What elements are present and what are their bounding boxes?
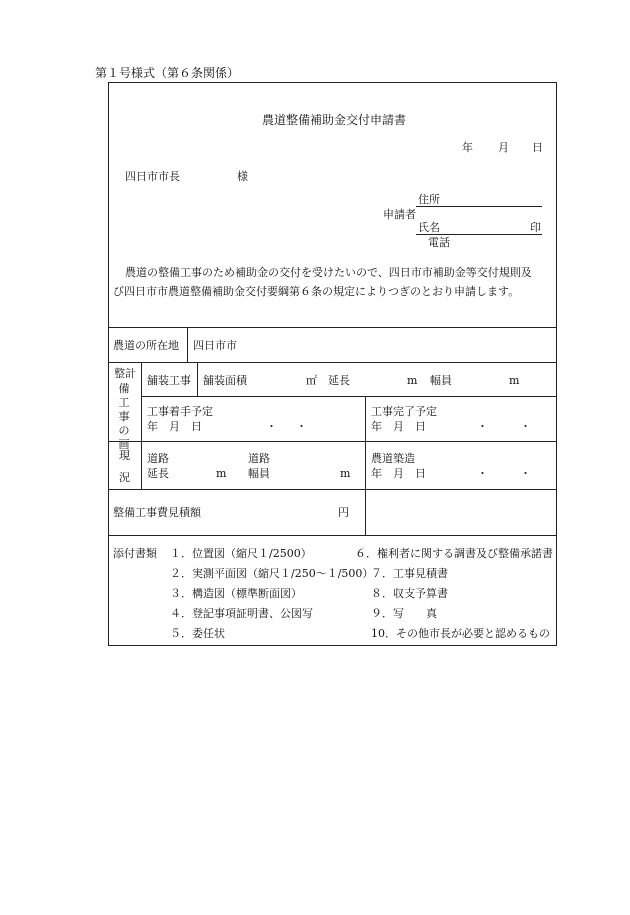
body-line-2: び四日市市農道整備補助金交付要綱第６条の規定によりつぎのとおり申請します。 [113, 285, 520, 298]
road-width: 幅員 [248, 467, 270, 480]
plan-label-a: 整計 [114, 367, 136, 380]
attachment-item: ６．権利者に関する調書及び整備承諾書 [355, 547, 553, 560]
form-title: 農道整備補助金交付申請書 [262, 113, 407, 127]
end-dot-2: ・ [520, 420, 531, 433]
form-number: 第１号様式（第６条関係） [95, 66, 240, 80]
farm-road-dot-1: ・ [477, 467, 488, 480]
body-line-1: 農道の整備工事のため補助金の交付を受けたいので、四日市市補助金等交付規則及 [125, 266, 532, 279]
rule-cost [108, 535, 557, 536]
unit-m-width: m [509, 374, 520, 387]
attachment-item: ８．収支予算書 [371, 587, 448, 600]
attachments-label: 添付書類 [113, 547, 157, 560]
road-width-unit: m [340, 467, 351, 480]
address-underline [416, 206, 542, 207]
start-dot-1: ・ [266, 420, 277, 433]
vline-location [187, 327, 188, 362]
end-dot-1: ・ [477, 420, 488, 433]
attachment-item: １．位置図（縮尺１/2500） [170, 547, 312, 560]
rule-location [108, 362, 557, 363]
unit-m-ext: m [407, 374, 418, 387]
name-underline [416, 234, 542, 235]
road-ext-unit: m [216, 467, 227, 480]
attachment-item: ３．構造図（標準断面図） [170, 587, 302, 600]
paving-area: 舗装面積 [203, 374, 247, 387]
application-form [108, 82, 557, 646]
current-label-a: 現 [119, 449, 130, 462]
honorific: 様 [237, 170, 248, 183]
rule-paving [141, 396, 557, 397]
date-year: 年 [462, 141, 473, 154]
attachment-item: 10．その他市長が必要と認めるもの [371, 627, 550, 640]
farm-road-label: 農道築造 [371, 452, 415, 465]
location-label: 農道の所在地 [113, 339, 179, 352]
current-label-b: 況 [119, 471, 130, 484]
yen-unit: 円 [338, 506, 349, 519]
rule-top [108, 327, 557, 328]
vline-middle [365, 396, 366, 535]
attachment-item: ５．委任状 [170, 627, 225, 640]
address-label: 住所 [418, 193, 440, 206]
vline-paving [197, 362, 198, 396]
farm-road-date: 年 月 日 [371, 467, 426, 480]
name-label: 氏名 [418, 221, 440, 234]
rule-plan [108, 441, 557, 442]
width-label: 幅員 [430, 374, 452, 387]
end-date: 年 月 日 [371, 420, 426, 433]
phone-label: 電話 [428, 236, 450, 249]
farm-road-dot-2: ・ [520, 467, 531, 480]
paving-label: 舗装工事 [147, 374, 191, 387]
road-label-2: 道路 [248, 452, 270, 465]
extension-label: 延長 [328, 374, 350, 387]
attachment-item: ４．登記事項証明書、公図写 [170, 607, 313, 620]
cost-label: 整備工事費見積額 [113, 506, 201, 519]
location-value: 四日市市 [193, 339, 237, 352]
seal-label: 印 [530, 221, 541, 234]
attachment-item: ９．写 真 [371, 607, 437, 620]
date-month: 月 [498, 141, 509, 154]
addressee: 四日市市長 [125, 170, 180, 183]
start-dot-2: ・ [296, 420, 307, 433]
plan-label-b: 備工事の画 [118, 382, 130, 451]
start-date: 年 月 日 [147, 420, 202, 433]
attachment-item: ２．実測平面図（縮尺１/250〜１/500） [170, 567, 374, 580]
applicant-label: 申請者 [383, 208, 416, 221]
vline-labels [141, 362, 142, 489]
start-label: 工事着手予定 [147, 405, 213, 418]
attachment-item: ７．工事見積書 [371, 567, 448, 580]
road-label-1: 道路 [147, 452, 169, 465]
road-extension: 延長 [147, 467, 169, 480]
end-label: 工事完了予定 [371, 405, 437, 418]
unit-m2: ㎡ [306, 374, 317, 387]
date-day: 日 [532, 141, 543, 154]
rule-current [108, 489, 557, 490]
